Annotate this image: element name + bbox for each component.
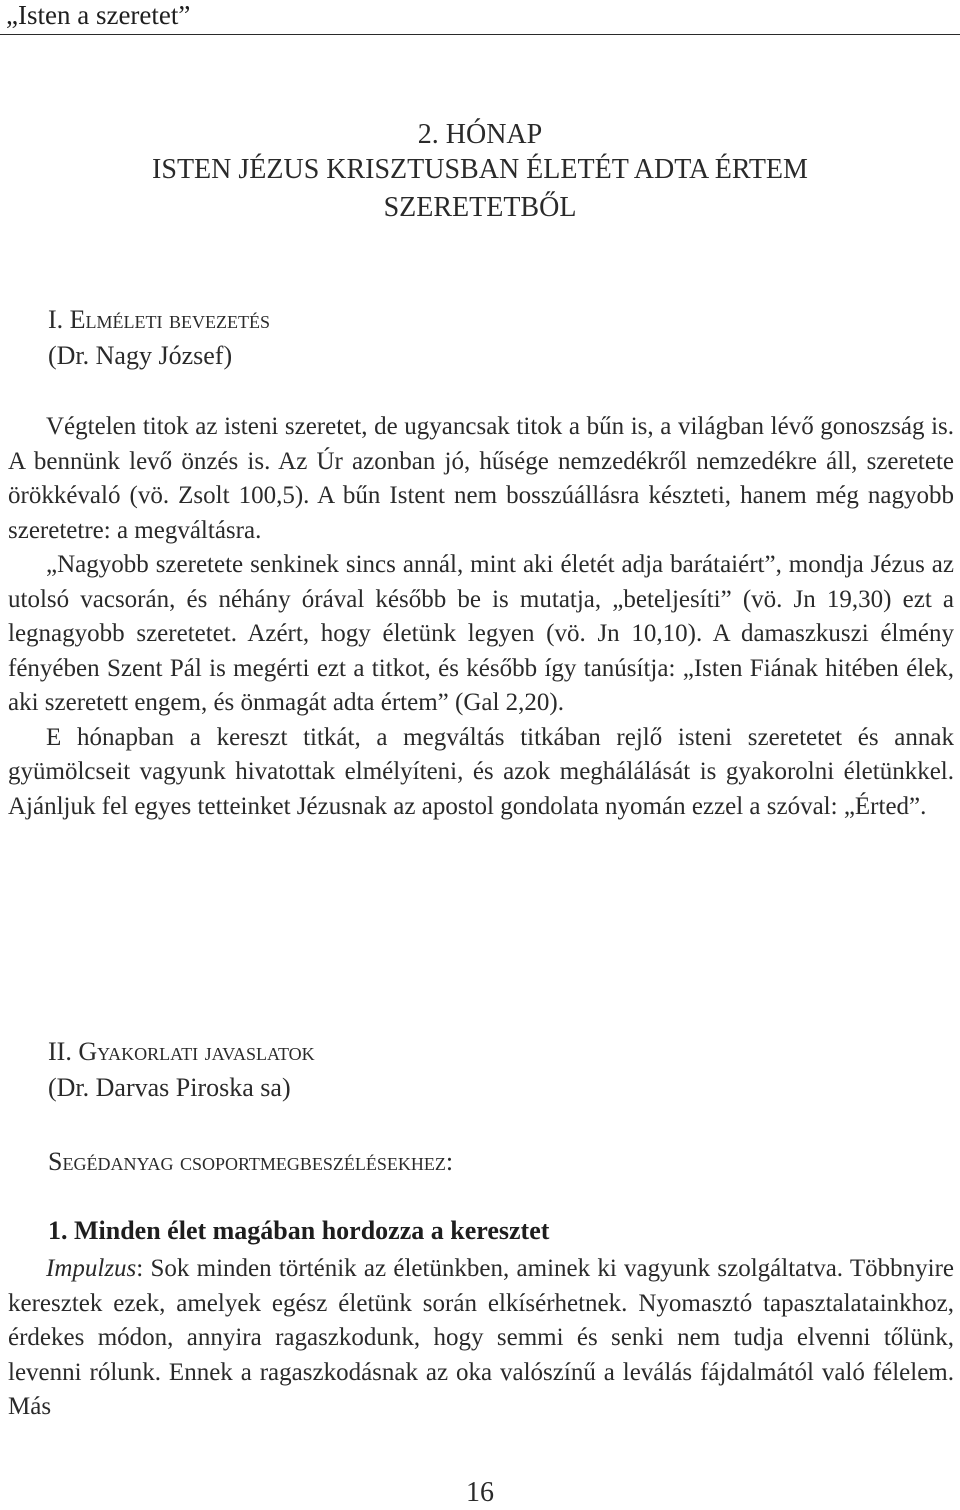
page-number: 16 [466,1477,494,1508]
running-header-title: „Isten a szeretet” [6,0,191,30]
section-2-author: (Dr. Darvas Piroska sa) [48,1073,291,1102]
body-paragraph-3: E hónapban a kereszt titkát, a megváltás titkában rejlő isteni szeretetet és annak gyümölcseit vagyunk hivatottak elmélyíteni, és azok meghálálását is gyakorolni életünkkel. Ajánljuk fel egyes tetteinket Jézusnak az apostol gondolata nyomán ezzel a szóval: „Érted”. [8,723,954,820]
impulse-label: Impulzus [46,1255,137,1282]
body-paragraph-2: „Nagyobb szeretete senkinek sincs annál, mint aki életét adja barátaiért”, mondja Jézus az utolsó vacsorán, és néhány órával később be is mutatja, „beteljesíti” (vö. Jn 19,30) ezt a legnagyobb szeretetet. Azért, hogy életünk legyen (vö. Jn 10,10). A damaszkuszi élmény fényében Szent Pál is megérti ezt a titkot, és később így tanúsítja: „Isten Fiának hitében élek, aki szeretett engem, és önmagát adta értem” (Gal 2,20). [8,551,954,716]
body-paragraph-1: Végtelen titok az isteni szeretet, de ugyancsak titok a bűn is, a világban lévő gonoszság is. A bennünk levő önzés is. Az Úr azonban jó, hűsége nemzedékről nemzedékre áll, szeretete örökkévaló (vö. Zsolt 100,5). A bűn Istent nem bosszúállásra készteti, hanem még nagyobb szeretetre: a megváltásra. [8,413,954,544]
section-2-heading: II. Gyakorlati javaslatok [48,1037,315,1066]
section-1-author: (Dr. Nagy József) [48,341,233,370]
month-title-line-2: SZERETETBŐL [383,192,577,223]
header-divider [0,34,960,35]
item-1-title: 1. Minden élet magában hordozza a keresztet [48,1216,550,1245]
impulse-paragraph [8,1252,954,1425]
impulse-text: : Sok minden történik az életünkben, aminek ki vagyunk szolgáltatva. Többnyire keresztek ezek, amelyek egész életünk során elkísérhetnek. Nyomasztó tapasztalatainkhoz, érdekes módon, annyira ragaszkodunk, hogy semmi és senki nem tudja elvenni tőlünk, levenni rólunk. Ennek a ragaszkodásnak az oka valószínű a leválás fájdalmától való félelem. Más [8,1255,954,1420]
month-title-line-1: ISTEN JÉZUS KRISZTUSBAN ÉLETÉT ADTA ÉRTEM [152,154,808,185]
section-2-subheading: Segédanyag csoportmegbeszélésekhez: [48,1147,454,1176]
section-1-body [8,410,954,824]
section-1-heading: I. Elméleti bevezetés [48,305,271,334]
month-label: 2. HÓNAP [417,119,543,150]
